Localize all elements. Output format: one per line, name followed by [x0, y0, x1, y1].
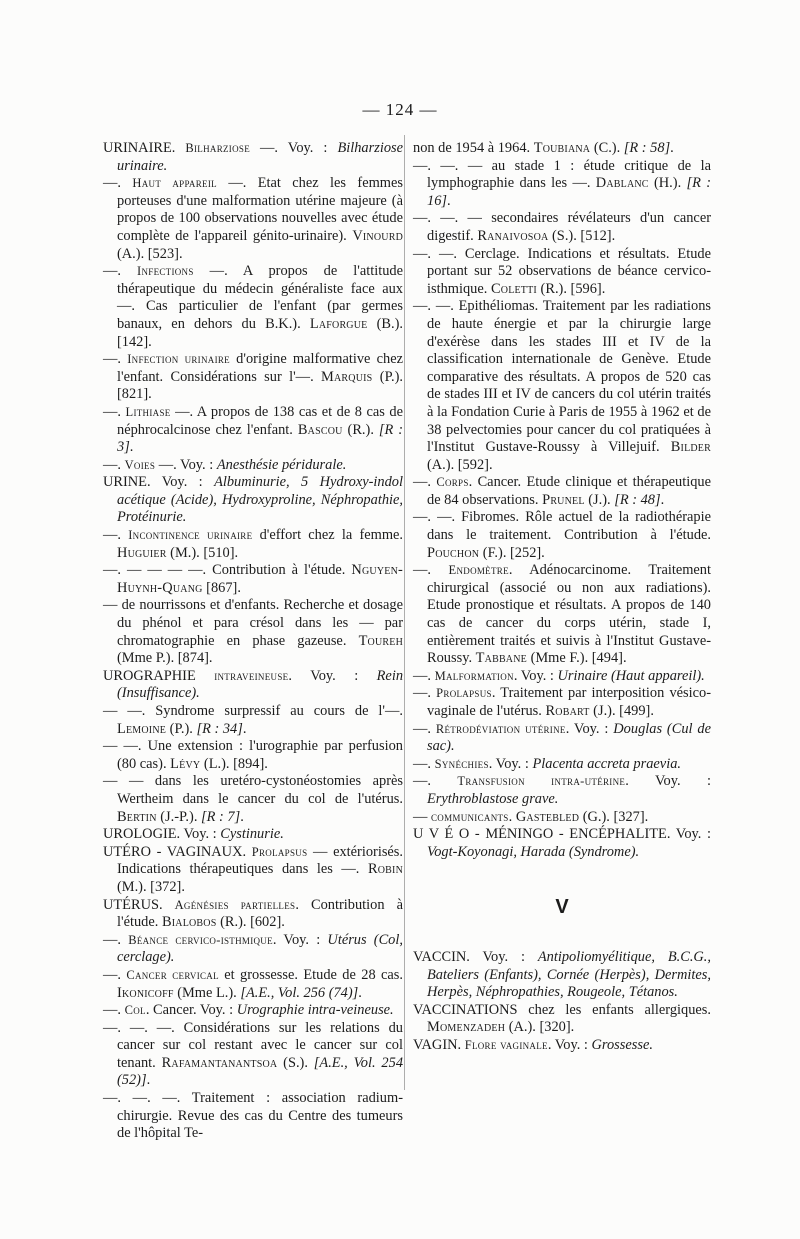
entry-text: (H.).	[648, 175, 687, 192]
entry-text: [R : 48]	[614, 491, 661, 508]
entry-text: —. Voy. :	[155, 456, 217, 473]
entry-text: —. —. — au stade 1 : étude critique de la lymphographie dans les —.	[413, 157, 711, 192]
entry-text: intraveineuse	[214, 668, 289, 683]
entry-text: Nguyen-Huynh-Quang	[117, 562, 403, 596]
entry-text: VACCIN. Voy. :	[413, 948, 538, 965]
entry-text: Béance cervico-isthmique	[128, 932, 273, 947]
entry-text: URINAIRE.	[103, 140, 186, 156]
entry-text: . Adénocarcinome. Traitement chirurgical (associé ou non aux radiations). Etude pronostique et résultats. A propos de 140 cas de cancer du corps utérin, stade I, entièrement traités et suivis à l'Institut Gustave-Roussy.	[427, 562, 711, 667]
entry-text: — extériorisés. Indications thérapeutiques dans les —.	[117, 843, 403, 878]
index-entry	[103, 597, 403, 667]
entry-text: URINE. Voy. :	[103, 474, 215, 491]
entry-text: —.	[413, 773, 458, 790]
entry-text: . Traitement par interposition vésico-vaginale de l'utérus.	[427, 685, 712, 719]
entry-text: Utérus (Col, cerclage).	[117, 931, 403, 966]
entry-text: (P.).	[166, 720, 197, 737]
entry-text: Bilharziose	[185, 141, 251, 155]
entry-text: .	[358, 984, 362, 1001]
entry-text: (Mme L.).	[173, 984, 241, 1001]
index-entry	[103, 703, 403, 738]
index-entry	[413, 158, 711, 211]
entry-text: . Voy. :	[547, 1036, 592, 1053]
entry-text: .	[146, 1072, 151, 1089]
entry-text: U V É O - MÉNINGO - ENCÉPHALITE. Voy. :	[413, 826, 711, 843]
index-entry	[103, 404, 403, 457]
index-entry	[413, 246, 711, 299]
entry-text: — —. Syndrome surpressif au cours de l'—.	[103, 703, 403, 719]
entry-text: Infection urinaire	[127, 352, 230, 367]
entry-text: d'origine malformative chez l'enfant. Considérations sur l'—.	[117, 351, 404, 385]
entry-text: Haut appareil	[132, 176, 217, 191]
entry-text: . Voy. :	[288, 667, 377, 684]
entry-text: (S.). [512].	[548, 227, 616, 244]
index-entry	[413, 949, 711, 1002]
entry-text: —. —. Fibromes. Rôle actuel de la radiothérapie dans le traitement. Contribution à l'étude.	[413, 509, 711, 544]
entry-text: Flore vaginale	[464, 1037, 548, 1052]
column-divider	[404, 135, 405, 1090]
entry-text: Robin	[367, 861, 403, 878]
entry-text: —.	[103, 456, 125, 473]
entry-text: —	[413, 808, 431, 825]
entry-text: —.	[103, 351, 128, 368]
entry-text: (S.).	[277, 1054, 314, 1071]
entry-text: Urinaire (Haut appareil).	[557, 667, 705, 684]
entry-text: Lévy	[170, 755, 201, 772]
entry-text: (A.). [320].	[505, 1019, 575, 1036]
entry-text: Synéchies	[434, 756, 489, 771]
entry-text: Rafamantanantsoa	[161, 1054, 278, 1071]
entry-text: Urographie intra-veineuse.	[236, 1002, 394, 1019]
entry-text: (L.). [894].	[200, 755, 268, 772]
entry-text: — de nourrissons et d'enfants. Recherche et dosage du phénol et para crésol dans les — par chromatographie en phase gazeuse.	[103, 597, 403, 649]
entry-text: [R : 7]	[201, 808, 241, 825]
index-entry	[413, 773, 711, 808]
entry-text: (J.). [499].	[589, 703, 654, 719]
index-entry	[413, 210, 711, 245]
index-entry	[103, 562, 403, 597]
entry-text: non de 1954 à 1964.	[413, 140, 534, 156]
entry-text: —.	[413, 685, 437, 702]
entry-text: (M.). [372].	[117, 878, 185, 895]
entry-text: VAGIN.	[413, 1036, 465, 1053]
entry-text: Ikonicoff	[117, 984, 174, 1001]
entry-text: Vinourd	[352, 227, 403, 244]
entry-text: [R : 16]	[427, 175, 712, 209]
index-entry	[103, 457, 403, 475]
entry-text: Dablanc	[595, 175, 649, 192]
entry-text: (C.).	[590, 140, 624, 156]
index-entry	[103, 932, 403, 967]
entry-text: —.	[413, 720, 436, 737]
entry-text: Rétrodéviation utérine	[435, 721, 566, 736]
entry-text: Placenta accreta praevia.	[532, 755, 681, 772]
entry-text: Bilharziose urinaire.	[117, 140, 403, 174]
index-entry	[413, 1037, 711, 1055]
entry-text: —.	[103, 527, 129, 544]
index-entry	[413, 756, 711, 774]
entry-text: —.	[103, 175, 133, 192]
entry-text: .	[129, 439, 134, 456]
entry-text: Gastebled	[515, 808, 580, 825]
index-entry	[413, 685, 711, 720]
entry-text: Coletti	[490, 280, 537, 297]
entry-text: (J.).	[584, 491, 615, 508]
entry-text: (R.).	[342, 421, 379, 438]
entry-text: [R : 34]	[196, 720, 243, 737]
entry-text: UROLOGIE. Voy. :	[103, 826, 221, 843]
section-letter: V	[555, 896, 569, 919]
entry-text: [867].	[202, 579, 241, 596]
entry-text: —.	[103, 931, 129, 948]
entry-text: (M.). [510].	[166, 544, 239, 561]
entry-text: — —. Une extension : l'urographie par perfusion (80 cas).	[103, 738, 403, 772]
entry-text: Toubiana	[533, 140, 591, 156]
entry-text: —. —. —. Considérations sur les relations du cancer sur col restant avec le cancer sur col tenant.	[103, 1019, 403, 1071]
entry-text: Albuminurie, 5 Hydroxy-indol acétique (Acide), Hydroxyproline, Néphropathie, Protéinurie.	[117, 474, 403, 526]
entry-text: Rein (Insuffisance).	[117, 667, 404, 702]
entry-text: —. —. — secondaires révélateurs d'un cancer digestif.	[413, 210, 711, 244]
entry-text: Lithiase	[125, 404, 171, 419]
index-entry	[103, 1020, 403, 1090]
entry-text: communicants	[431, 809, 509, 824]
entry-text: Bertin	[117, 808, 157, 825]
entry-text: (J.-P.).	[156, 808, 202, 825]
index-entry	[413, 474, 711, 509]
entry-text: Vogt-Koyonagi, Harada (Syndrome).	[427, 843, 640, 860]
entry-text: (A.). [592].	[427, 456, 493, 473]
entry-text: Lemoine	[117, 720, 167, 737]
entry-text: Col	[124, 1003, 146, 1018]
entry-text: et grossesse. Etude de 28 cas.	[218, 966, 403, 983]
index-entry	[103, 351, 403, 404]
entry-text: Bilder	[670, 439, 711, 456]
entry-text: [A.E., Vol. 256 (74)]	[240, 984, 359, 1001]
index-entry	[103, 773, 403, 826]
entry-text: —. Etat chez les femmes porteuses d'une malformation utérine majeure (à propos de 100 observations nouvelles avec étude complète de l'appareil génito-urinaire).	[117, 175, 403, 244]
entry-text: .	[240, 808, 244, 825]
entry-text: Prolapsus	[436, 686, 492, 701]
entry-text: Prolapsus	[251, 844, 308, 859]
entry-text: Marquis	[321, 368, 373, 385]
entry-text: —. — — — —. Contribution à l'étude.	[103, 562, 352, 579]
index-entry	[413, 562, 711, 668]
index-entry	[413, 809, 711, 827]
entry-text: (Mme P.). [874].	[117, 650, 213, 667]
entry-text: Infections	[137, 264, 194, 279]
index-entry	[413, 826, 711, 861]
entry-text: . Contribution à l'étude.	[117, 896, 403, 931]
index-entry	[413, 509, 711, 562]
entry-text: Endomètre	[448, 563, 509, 578]
entry-text: UTÉRO - VAGINAUX.	[103, 843, 252, 860]
entry-text: Robart	[545, 703, 590, 719]
entry-text: . Voy. :	[488, 755, 533, 772]
entry-text: . Voy. :	[272, 931, 328, 948]
entry-text: d'effort chez la femme.	[252, 527, 403, 544]
entry-text: Huguier	[117, 544, 167, 561]
entry-text: (R.). [602].	[216, 914, 285, 931]
entry-text: . Voy. :	[565, 720, 614, 737]
entry-text: —.	[413, 474, 437, 491]
entry-text: Laforgue	[309, 315, 368, 332]
entry-text: Anesthésie péridurale.	[216, 456, 347, 473]
right-column	[413, 140, 711, 1055]
entry-text: Prunel	[542, 491, 585, 508]
right-entries-v	[413, 949, 711, 1055]
entry-text: Grossesse.	[591, 1036, 653, 1053]
entry-text: —. —. —. Traitement : association radium-chirurgie. Revue des cas du Centre des tumeurs de l'hôpital Te-	[103, 1090, 403, 1142]
entry-text: [A.E., Vol. 254 (52)]	[117, 1054, 404, 1089]
index-entry	[103, 175, 403, 263]
index-entry	[103, 844, 403, 897]
index-entry	[413, 140, 711, 158]
entry-text: . Voy. :	[513, 667, 558, 684]
entry-text: Tabbane	[475, 650, 527, 667]
entry-text: (F.). [252].	[479, 544, 545, 561]
index-entry	[103, 967, 403, 1002]
index-entry	[103, 527, 403, 562]
entry-text: Momenzadeh	[427, 1019, 506, 1036]
index-entry	[103, 1090, 403, 1143]
right-entries	[413, 140, 711, 861]
entry-text: Ranaivosoa	[477, 227, 549, 244]
index-entry	[103, 897, 403, 932]
entry-text: .	[447, 192, 451, 209]
entry-text: . Voy. :	[625, 773, 711, 790]
left-column	[103, 140, 403, 1143]
entry-text: Antipoliomyélitique, B.C.G., Bateliers (Enfants), Cornée (Herpès), Dermites, Herpès, Néphropathies, Rougeole, Tétanos.	[427, 948, 712, 1001]
entry-text: UROGRAPHIE	[103, 667, 215, 684]
index-entry	[413, 721, 711, 756]
entry-text: —. Voy. :	[250, 140, 338, 156]
entry-text: [R : 58]	[623, 140, 671, 156]
index-entry	[103, 826, 403, 844]
index-entry	[103, 668, 403, 703]
entry-text: .	[242, 720, 247, 737]
entry-text: Voies	[124, 457, 156, 472]
entry-text: —. A propos de 138 cas et de 8 cas de néphrocalcinose chez l'enfant.	[117, 403, 403, 438]
index-entry	[413, 1002, 711, 1037]
entry-text: Bialobos	[161, 914, 217, 931]
entry-text: (R.). [596].	[536, 280, 606, 297]
entry-text: —.	[103, 966, 127, 983]
entry-text: . Cancer. Voy. :	[145, 1002, 237, 1019]
entry-text: —.	[413, 755, 435, 772]
entry-text: —.	[103, 403, 126, 420]
entry-text: VACCINATIONS chez les enfants allergiques.	[413, 1001, 711, 1018]
entry-text: Transfusion intra-utérine	[457, 774, 626, 789]
entry-text: —. —. Epithéliomas. Traitement par les radiations de haute énergie et par la chirurgie large d'exérèse dans les stades III et IV de la classification internationale de Genève. Etude comparative des résultats. A propos de 520 cas de stades III et IV de cancers du col utérin traités à la Fondation Curie à Paris de 1955 à 1962 et de 38 pelvectomies pour cancer du col pratiquées à l'Institut Gustave-Roussy à Villejuif.	[413, 298, 711, 456]
entry-text: — — dans les uretéro-cystonéostomies après Wertheim dans le cancer du col de l'utérus.	[103, 773, 403, 807]
entry-text: Erythroblastose grave.	[427, 790, 559, 807]
entry-text: Agénésies partielles	[174, 897, 296, 912]
index-entry	[103, 474, 403, 527]
entry-text: —.	[413, 562, 449, 579]
entry-text: —.	[413, 667, 435, 684]
entry-text: Cancer cervical	[126, 967, 219, 982]
index-entry	[103, 263, 403, 351]
entry-text: Pouchon	[427, 544, 480, 561]
entry-text: Incontinence urinaire	[128, 528, 253, 543]
index-entry	[413, 668, 711, 686]
entry-text: [R : 3]	[117, 421, 404, 456]
entry-text: —.	[103, 1002, 125, 1019]
entry-text: Bascou	[297, 421, 343, 438]
entry-text: .	[508, 808, 516, 825]
page-number: — 124 —	[362, 100, 438, 119]
entry-text: (A.). [523].	[117, 245, 183, 262]
entry-text: (G.). [327].	[579, 808, 649, 825]
entry-text: (P.). [821].	[117, 368, 403, 403]
entry-text: Corps	[436, 475, 469, 490]
entry-text: .	[660, 491, 665, 508]
index-entry	[413, 298, 711, 474]
entry-text: UTÉRUS.	[103, 896, 175, 913]
entry-text: (Mme F.). [494].	[526, 650, 627, 667]
entry-text: —. —. Cerclage. Indications et résultats. Etude portant sur 52 observations de béance cervico-isthmique.	[413, 245, 711, 297]
entry-text: Douglas (Cul de sac).	[427, 720, 711, 755]
entry-text: Toureh	[358, 632, 403, 649]
index-entry	[103, 738, 403, 773]
entry-text: . Cancer. Etude clinique et thérapeutique de 84 observations.	[427, 474, 711, 508]
entry-text: —. A propos de l'attitude thérapeutique du médecin généraliste face aux —. Cas particulier de l'enfant (par germes banaux, en dehors du B.K.).	[117, 263, 403, 332]
entry-text: Malformation	[434, 668, 514, 683]
entry-text: Cystinurie.	[220, 826, 284, 843]
entry-text: .	[670, 140, 674, 156]
index-entry	[103, 1002, 403, 1020]
index-entry	[103, 140, 403, 175]
entry-text: —.	[103, 263, 137, 280]
entry-text: (B.). [142].	[117, 315, 403, 350]
